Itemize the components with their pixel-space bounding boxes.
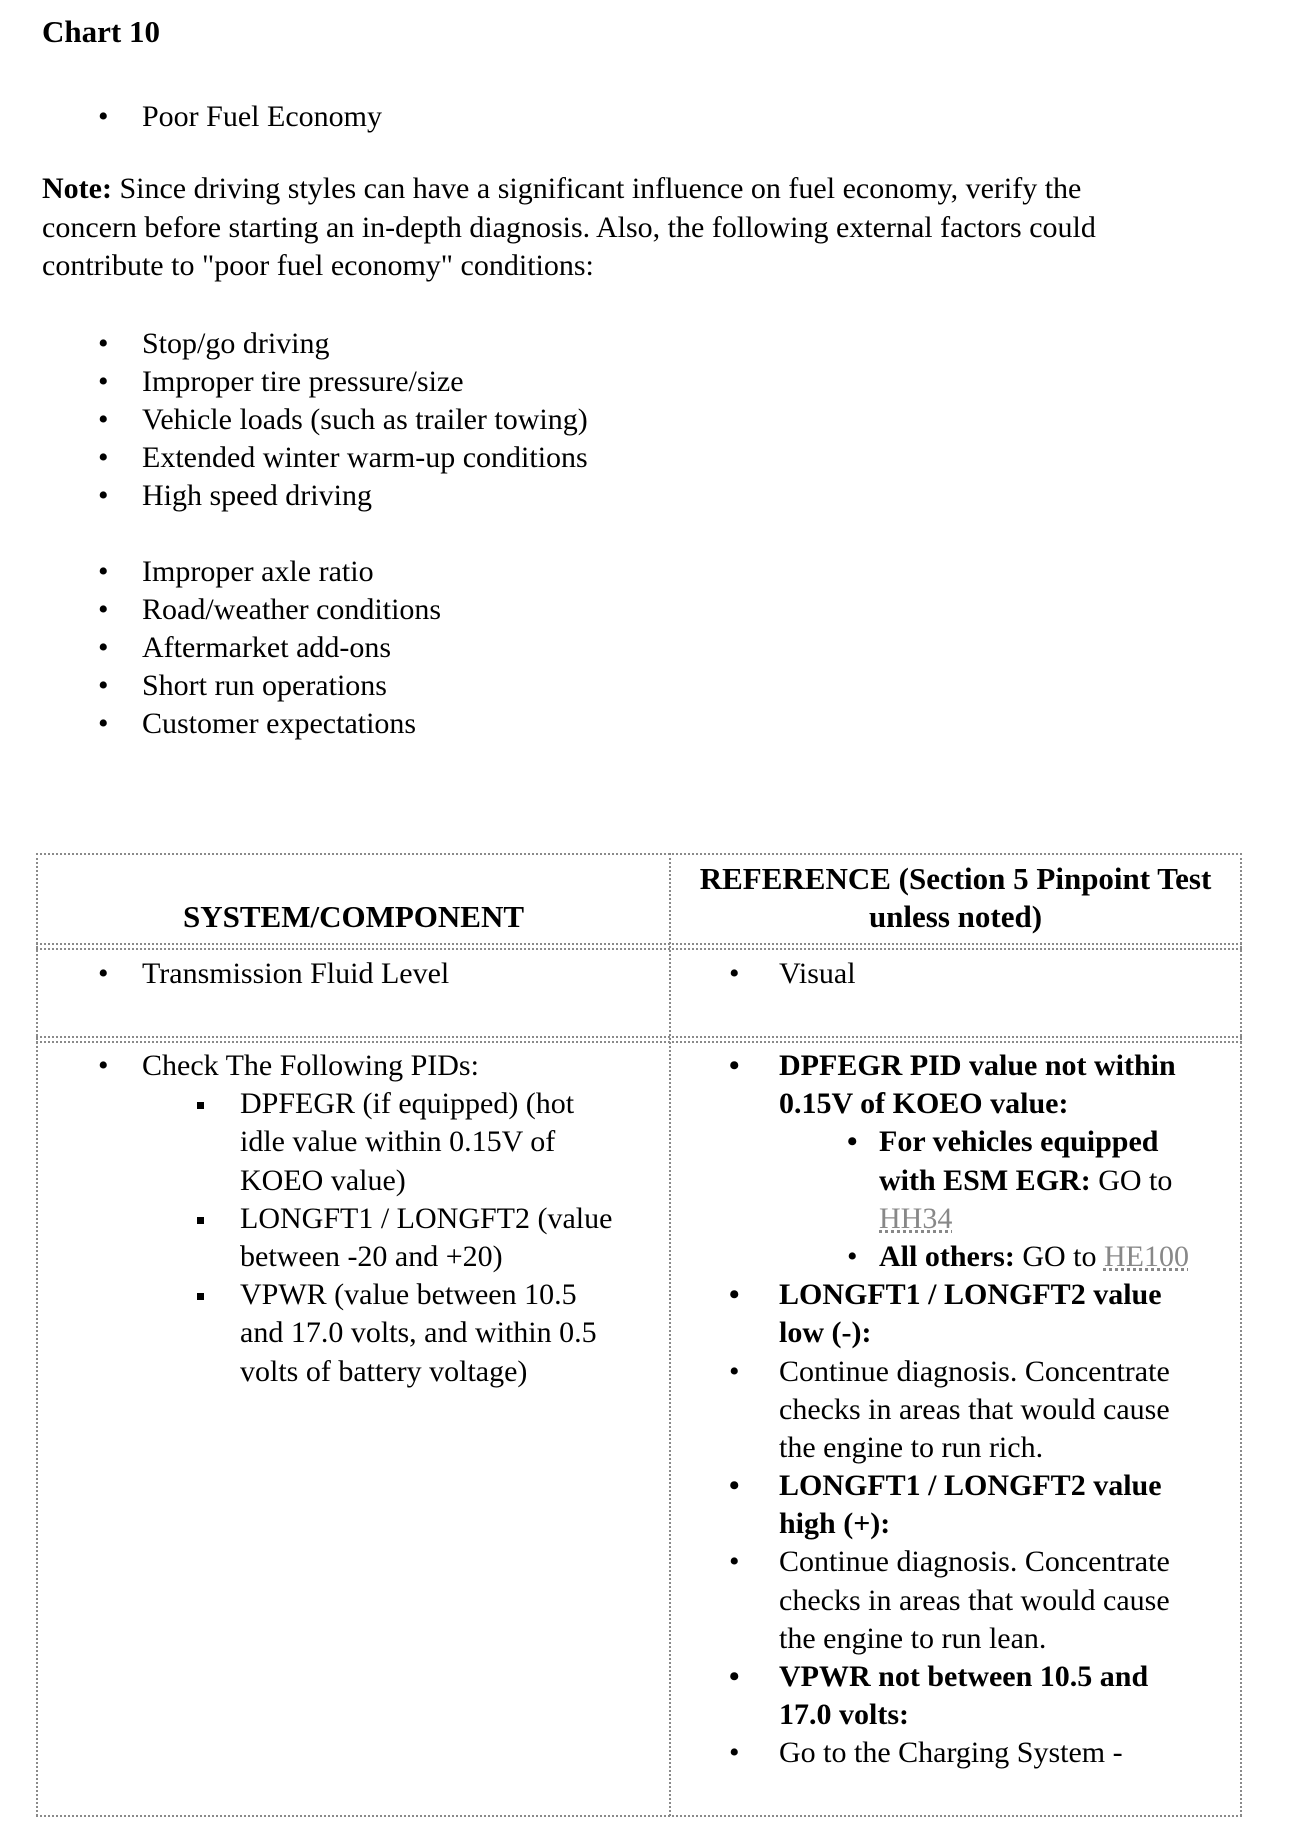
- note-line: concern before starting an in-depth diagnosis. Also, the following external factors could: [42, 210, 1096, 244]
- reference-text: Visual: [779, 957, 856, 990]
- component-text: between -20 and +20): [240, 1239, 503, 1273]
- bullet-icon: •: [98, 403, 109, 436]
- reference-text: [879, 1162, 1172, 1200]
- component-text: Transmission Fluid Level: [142, 957, 450, 990]
- header-line: REFERENCE (Section 5 Pinpoint Test: [699, 861, 1212, 896]
- factor-text: Short run operations: [142, 669, 387, 702]
- square-bullet-icon: [197, 1102, 204, 1109]
- bullet-icon: •: [729, 1278, 740, 1312]
- bullet-icon: •: [98, 100, 109, 133]
- table-cell: [38, 1047, 668, 1391]
- table-border: [36, 853, 1242, 855]
- table-border: [36, 1815, 1242, 1817]
- reference-bold: All others:: [879, 1239, 1015, 1273]
- reference-text: 17.0 volts:: [779, 1698, 909, 1732]
- reference-bold: with ESM EGR:: [879, 1163, 1091, 1197]
- factor-text: Aftermarket add-ons: [142, 631, 392, 664]
- note-label: Note:: [42, 172, 112, 205]
- note-paragraph: [42, 170, 1282, 286]
- bullet-icon: •: [98, 479, 109, 512]
- bullet-icon: •: [98, 441, 109, 474]
- bullet-icon: •: [729, 1469, 740, 1503]
- note-line: contribute to "poor fuel economy" conditions:: [42, 249, 594, 282]
- reference-text: DPFEGR PID value not within: [779, 1049, 1176, 1082]
- component-text: LONGFT1 / LONGFT2 (value: [240, 1201, 613, 1235]
- table-cell: [671, 955, 1239, 993]
- reference-text: low (-):: [779, 1316, 872, 1350]
- reference-rest: GO to: [1014, 1239, 1104, 1273]
- factor-text: Extended winter warm-up conditions: [142, 441, 588, 474]
- reference-text: VPWR not between 10.5 and: [779, 1660, 1149, 1693]
- factor-text: Improper tire pressure/size: [142, 365, 464, 398]
- square-bullet-icon: [197, 1293, 204, 1300]
- column-header-reference: [671, 860, 1240, 936]
- bullet-icon: •: [729, 957, 740, 990]
- component-text: volts of battery voltage): [240, 1354, 528, 1388]
- reference-text: the engine to run rich.: [779, 1430, 1044, 1464]
- bullet-icon: •: [729, 1545, 740, 1579]
- component-text: KOEO value): [240, 1163, 406, 1197]
- factor-text: Customer expectations: [142, 707, 417, 740]
- bullet-icon: •: [98, 327, 109, 360]
- square-bullet-icon: [197, 1217, 204, 1224]
- bullet-icon: •: [98, 1049, 109, 1082]
- bullet-icon: •: [98, 365, 109, 398]
- column-header-component: SYSTEM/COMPONENT: [182, 899, 525, 934]
- reference-text: LONGFT1 / LONGFT2 value: [779, 1469, 1162, 1503]
- table-cell: [38, 955, 668, 993]
- bullet-icon: •: [729, 1736, 740, 1770]
- bullet-icon: •: [729, 1049, 740, 1082]
- bullet-icon: •: [729, 1354, 740, 1388]
- factor-text: Stop/go driving: [142, 327, 330, 360]
- bullet-icon: •: [847, 1125, 858, 1159]
- reference-text: checks in areas that would cause: [779, 1392, 1170, 1426]
- bullet-icon: •: [98, 593, 109, 626]
- reference-text: For vehicles equipped: [879, 1125, 1159, 1159]
- reference-text: the engine to run lean.: [779, 1621, 1047, 1655]
- note-line: Since driving styles can have a significant influence on fuel economy, verify the: [119, 172, 1082, 205]
- bullet-icon: •: [98, 631, 109, 664]
- factor-text: Vehicle loads (such as trailer towing): [142, 403, 588, 436]
- reference-text: high (+):: [779, 1507, 891, 1541]
- table-border: [36, 943, 1242, 950]
- bullet-icon: •: [847, 1239, 858, 1273]
- reference-text: Go to the Charging System -: [779, 1736, 1123, 1770]
- header-line: unless noted): [868, 899, 1043, 934]
- factor-text: High speed driving: [142, 479, 372, 512]
- factor-text: Road/weather conditions: [142, 593, 442, 626]
- reference-text: checks in areas that would cause: [779, 1583, 1170, 1617]
- bullet-icon: •: [98, 707, 109, 740]
- reference-text: Continue diagnosis. Concentrate: [779, 1354, 1170, 1388]
- reference-text: [879, 1238, 1189, 1276]
- table-border: [36, 1036, 1242, 1043]
- component-text: and 17.0 volts, and within 0.5: [240, 1316, 597, 1350]
- component-text: DPFEGR (if equipped) (hot: [240, 1087, 575, 1121]
- component-text: VPWR (value between 10.5: [240, 1278, 577, 1312]
- reference-text: LONGFT1 / LONGFT2 value: [779, 1278, 1162, 1312]
- factor-text: Improper axle ratio: [142, 555, 374, 588]
- he100-link[interactable]: HE100: [1103, 1239, 1189, 1273]
- hh34-link[interactable]: HH34: [879, 1201, 953, 1235]
- bullet-icon: •: [98, 555, 109, 588]
- table-cell: [671, 1047, 1239, 1773]
- bullet-icon: •: [98, 669, 109, 702]
- component-text: Check The Following PIDs:: [142, 1049, 479, 1082]
- topic-text: Poor Fuel Economy: [142, 100, 382, 133]
- table-border: [1240, 853, 1242, 1816]
- chart-heading: Chart 10: [42, 14, 160, 49]
- component-text: idle value within 0.15V of: [240, 1125, 556, 1159]
- bullet-icon: •: [729, 1660, 740, 1693]
- reference-rest: GO to: [1090, 1163, 1173, 1197]
- reference-text: Continue diagnosis. Concentrate: [779, 1545, 1170, 1579]
- reference-text: 0.15V of KOEO value:: [779, 1087, 1069, 1121]
- bullet-icon: •: [98, 957, 109, 990]
